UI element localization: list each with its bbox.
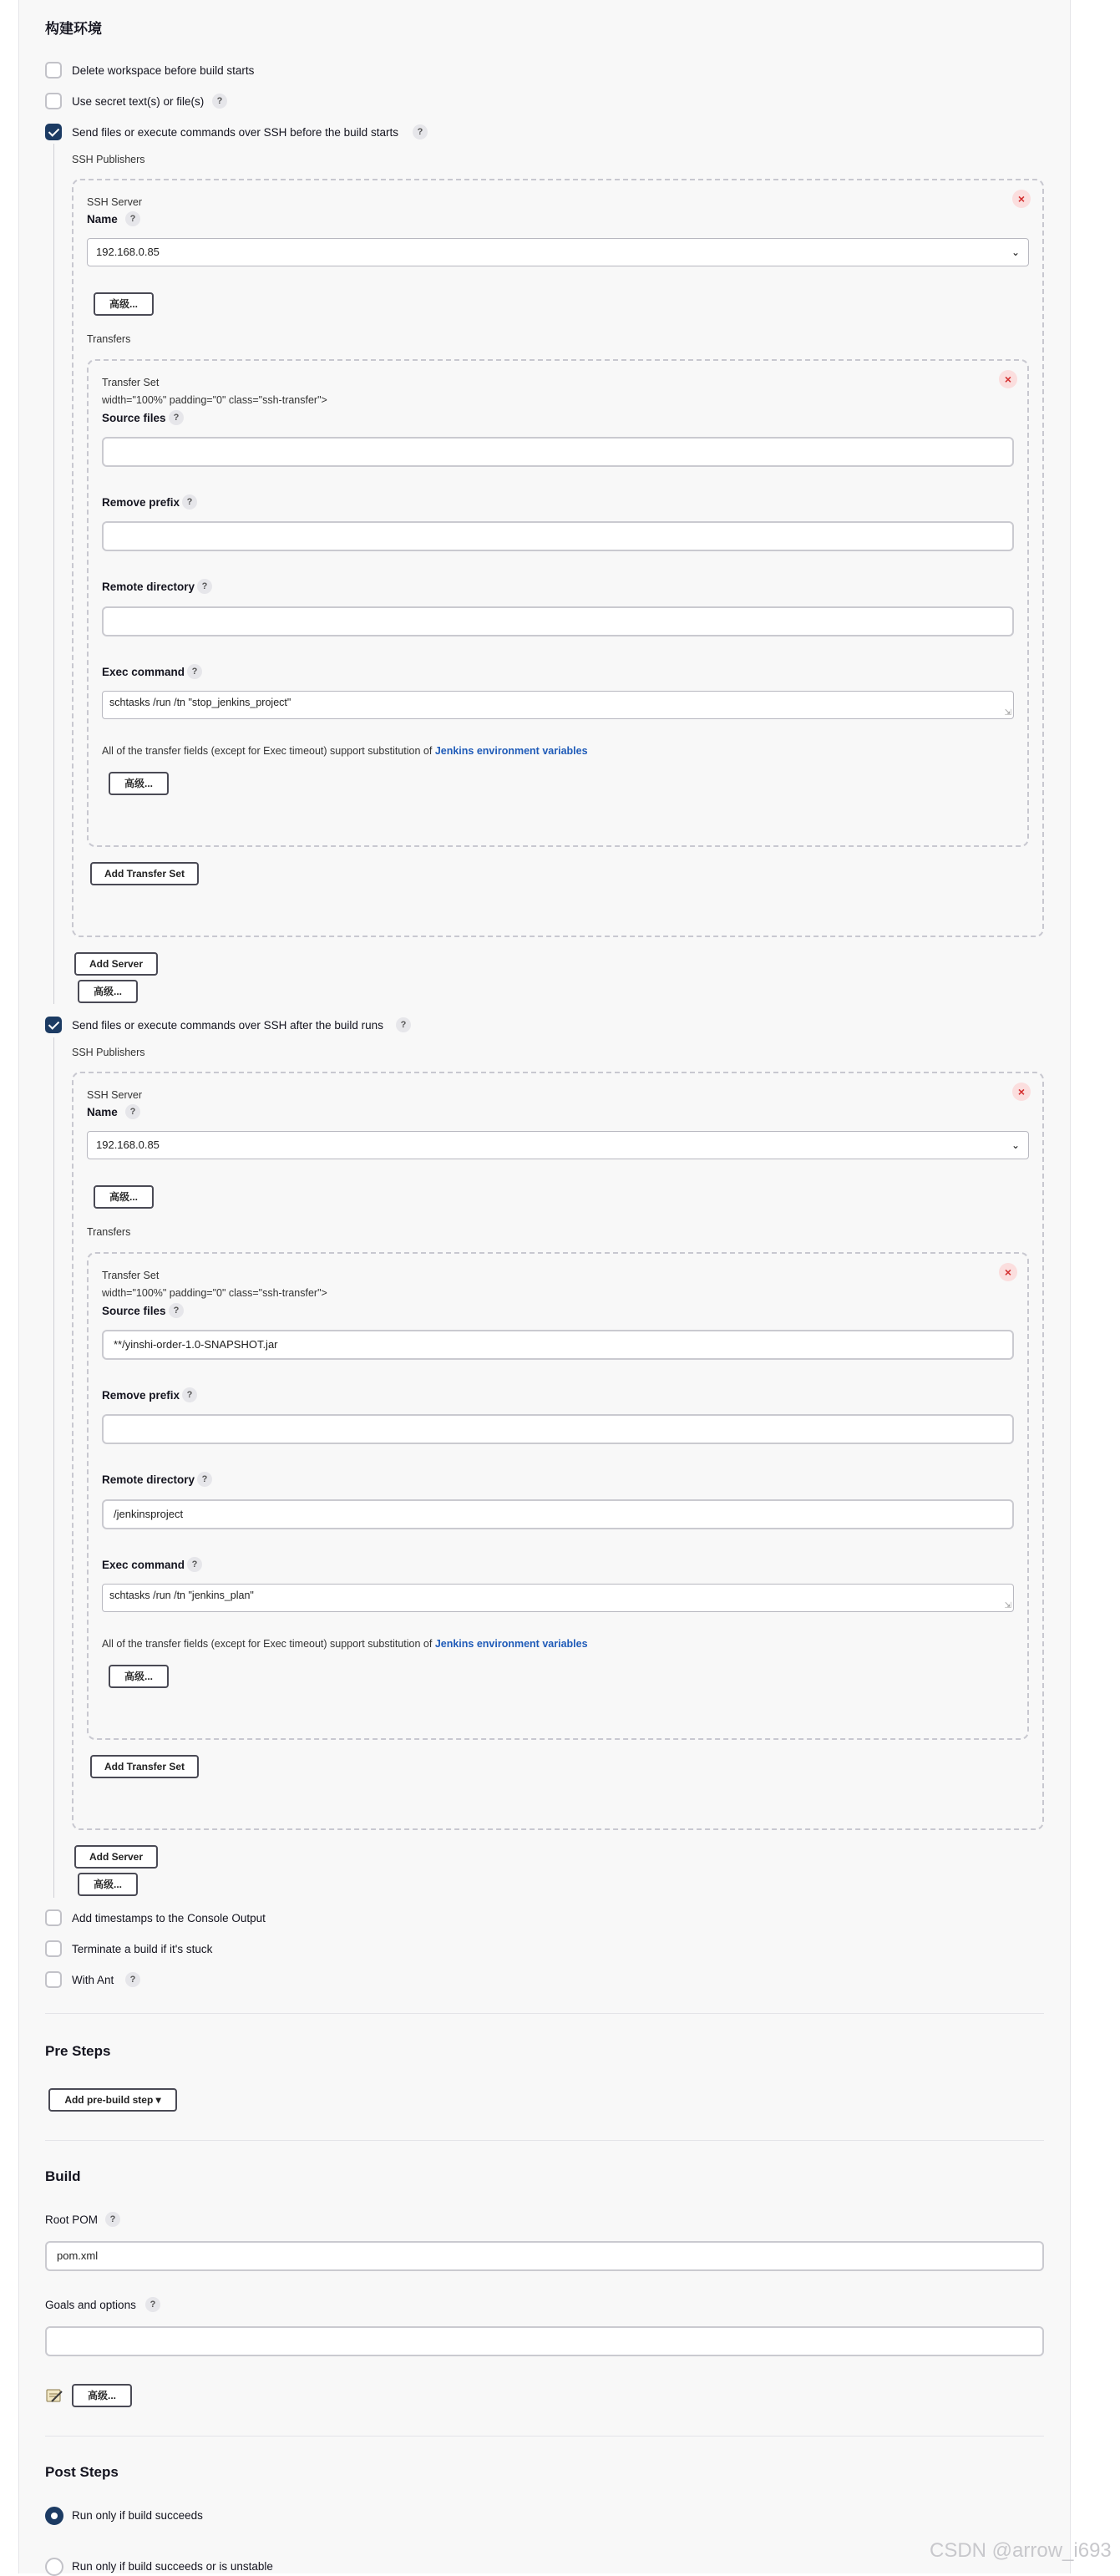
add-pre-build-step-button[interactable] bbox=[48, 2088, 177, 2112]
server-name-select[interactable] bbox=[87, 1131, 1029, 1159]
indent-line bbox=[53, 1037, 54, 1898]
help-icon[interactable]: ? bbox=[187, 1557, 202, 1572]
exec-command-textarea[interactable] bbox=[102, 1584, 1014, 1612]
server-name-value: 192.168.0.85 bbox=[96, 1138, 160, 1151]
with-ant-label: With Ant bbox=[72, 1974, 114, 1986]
remote-directory-input[interactable]: /jenkinsproject bbox=[102, 1499, 1014, 1529]
transfer-set-block bbox=[87, 359, 1029, 847]
remote-directory-label: Remote directory bbox=[102, 581, 195, 593]
chevron-down-icon: ⌄ bbox=[1011, 1139, 1020, 1151]
transfer-note bbox=[102, 745, 588, 757]
advanced-button[interactable]: 高级... bbox=[109, 772, 169, 795]
advanced-button[interactable]: 高级... bbox=[78, 1873, 138, 1896]
transfers-label: Transfers bbox=[87, 1226, 131, 1238]
run-if-success-radio[interactable] bbox=[45, 2507, 63, 2525]
exec-command-label: Exec command bbox=[102, 666, 185, 678]
delete-workspace-checkbox[interactable] bbox=[45, 62, 62, 79]
secret-text-checkbox[interactable] bbox=[45, 93, 62, 109]
section-title-build-env: 构建环境 bbox=[45, 21, 102, 37]
help-icon[interactable]: ? bbox=[169, 1303, 184, 1318]
transfer-note-text: All of the transfer fields (except for Exec timeout) support substitution of bbox=[102, 745, 435, 757]
ssh-after-label: Send files or execute commands over SSH after the build runs bbox=[72, 1019, 383, 1032]
goals-label: Goals and options bbox=[45, 2299, 136, 2311]
server-name-value: 192.168.0.85 bbox=[96, 246, 160, 258]
remote-directory-input[interactable] bbox=[102, 606, 1014, 636]
remove-prefix-input[interactable] bbox=[102, 1414, 1014, 1444]
delete-transfer-set-icon[interactable]: × bbox=[999, 370, 1017, 388]
jenkins-env-vars-link[interactable]: Jenkins environment variables bbox=[434, 1638, 588, 1650]
transfer-note-text: All of the transfer fields (except for Exec timeout) support substitution of bbox=[102, 1638, 435, 1650]
add-pre-build-step-label: Add pre-build step bbox=[64, 2094, 154, 2106]
ssh-before-checkbox[interactable] bbox=[45, 124, 62, 140]
divider bbox=[45, 2140, 1044, 2141]
advanced-button[interactable]: 高级... bbox=[78, 980, 138, 1003]
terminate-label: Terminate a build if it's stuck bbox=[72, 1943, 213, 1955]
source-files-label: Source files bbox=[102, 1305, 166, 1317]
watermark: CSDN @arrow_i693 bbox=[930, 2539, 1112, 2562]
help-icon[interactable]: ? bbox=[125, 1104, 140, 1119]
add-transfer-set-button[interactable]: Add Transfer Set bbox=[90, 862, 199, 885]
exec-command-label: Exec command bbox=[102, 1559, 185, 1571]
ssh-server-label: SSH Server bbox=[87, 1089, 142, 1101]
name-label: Name bbox=[87, 1106, 118, 1118]
delete-transfer-set-icon[interactable]: × bbox=[999, 1263, 1017, 1281]
add-server-button[interactable]: Add Server bbox=[74, 1845, 158, 1869]
help-icon[interactable]: ? bbox=[125, 1972, 140, 1987]
delete-workspace-label: Delete workspace before build starts bbox=[72, 64, 255, 77]
source-files-label: Source files bbox=[102, 412, 166, 424]
section-title-post-steps: Post Steps bbox=[45, 2464, 119, 2480]
transfer-set-block bbox=[87, 1252, 1029, 1740]
transfer-set-label: Transfer Set bbox=[102, 1270, 160, 1281]
ssh-after-checkbox[interactable] bbox=[45, 1017, 62, 1033]
secret-text-label: Use secret text(s) or file(s) bbox=[72, 95, 205, 108]
section-title-pre-steps: Pre Steps bbox=[45, 2043, 111, 2059]
root-pom-label: Root POM bbox=[45, 2213, 99, 2226]
transfer-set-raw-text: width="100%" padding="0" class="ssh-transfer"> bbox=[102, 1287, 327, 1299]
resize-handle-icon[interactable]: ⇲ bbox=[1004, 1601, 1011, 1610]
help-icon[interactable]: ? bbox=[182, 494, 197, 510]
help-icon[interactable]: ? bbox=[169, 410, 184, 425]
source-files-input[interactable] bbox=[102, 437, 1014, 467]
transfer-set-label: Transfer Set bbox=[102, 377, 160, 388]
help-icon[interactable]: ? bbox=[413, 124, 428, 139]
advanced-button[interactable]: 高级... bbox=[94, 292, 154, 316]
timestamps-checkbox[interactable] bbox=[45, 1909, 62, 1926]
goals-input[interactable] bbox=[45, 2326, 1044, 2356]
divider bbox=[45, 2436, 1044, 2437]
delete-server-icon[interactable]: × bbox=[1012, 190, 1031, 208]
help-icon[interactable]: ? bbox=[182, 1387, 197, 1402]
transfer-set-raw-text: width="100%" padding="0" class="ssh-transfer"> bbox=[102, 394, 327, 406]
source-files-input[interactable]: **/yinshi-order-1.0-SNAPSHOT.jar bbox=[102, 1330, 1014, 1360]
server-name-select[interactable] bbox=[87, 238, 1029, 266]
remove-prefix-label: Remove prefix bbox=[102, 1389, 180, 1402]
help-icon[interactable]: ? bbox=[197, 1472, 212, 1487]
run-if-success-label: Run only if build succeeds bbox=[72, 2509, 203, 2522]
root-pom-input[interactable]: pom.xml bbox=[45, 2241, 1044, 2271]
help-icon[interactable]: ? bbox=[212, 94, 227, 109]
help-icon[interactable]: ? bbox=[187, 664, 202, 679]
ssh-publishers-label: SSH Publishers bbox=[72, 1047, 145, 1058]
resize-handle-icon[interactable]: ⇲ bbox=[1004, 708, 1011, 718]
help-icon[interactable]: ? bbox=[145, 2297, 160, 2312]
chevron-down-icon: ⌄ bbox=[1011, 246, 1020, 258]
section-title-build: Build bbox=[45, 2168, 81, 2184]
help-icon[interactable]: ? bbox=[105, 2212, 120, 2227]
exec-command-value: schtasks /run /tn "stop_jenkins_project" bbox=[109, 697, 291, 708]
delete-server-icon[interactable]: × bbox=[1012, 1083, 1031, 1101]
name-label: Name bbox=[87, 213, 118, 226]
help-icon[interactable]: ? bbox=[125, 211, 140, 226]
jenkins-env-vars-link[interactable]: Jenkins environment variables bbox=[434, 745, 588, 757]
add-transfer-set-button[interactable]: Add Transfer Set bbox=[90, 1755, 199, 1778]
transfer-note bbox=[102, 1638, 588, 1650]
exec-command-textarea[interactable] bbox=[102, 691, 1014, 719]
advanced-button[interactable]: 高级... bbox=[109, 1665, 169, 1688]
with-ant-checkbox[interactable] bbox=[45, 1971, 62, 1988]
timestamps-label: Add timestamps to the Console Output bbox=[72, 1912, 266, 1924]
add-server-button[interactable]: Add Server bbox=[74, 952, 158, 976]
advanced-button[interactable]: 高级... bbox=[94, 1185, 154, 1209]
indent-line bbox=[53, 144, 54, 1004]
run-if-unstable-label: Run only if build succeeds or is unstable bbox=[72, 2560, 273, 2573]
help-icon[interactable]: ? bbox=[197, 579, 212, 594]
terminate-checkbox[interactable] bbox=[45, 1940, 62, 1957]
ssh-server-label: SSH Server bbox=[87, 196, 142, 208]
ssh-publishers-label: SSH Publishers bbox=[72, 154, 145, 165]
remove-prefix-input[interactable] bbox=[102, 521, 1014, 551]
divider bbox=[45, 2013, 1044, 2014]
transfers-label: Transfers bbox=[87, 333, 131, 345]
caret-down-icon: ▾ bbox=[155, 2094, 161, 2106]
remove-prefix-label: Remove prefix bbox=[102, 496, 180, 509]
advanced-button[interactable]: 高级... bbox=[72, 2384, 132, 2407]
ssh-before-label: Send files or execute commands over SSH before the build starts bbox=[72, 126, 398, 139]
remote-directory-label: Remote directory bbox=[102, 1473, 195, 1486]
help-icon[interactable]: ? bbox=[396, 1017, 411, 1032]
notepad-icon[interactable] bbox=[45, 2387, 63, 2404]
exec-command-value: schtasks /run /tn "jenkins_plan" bbox=[109, 1590, 254, 1601]
